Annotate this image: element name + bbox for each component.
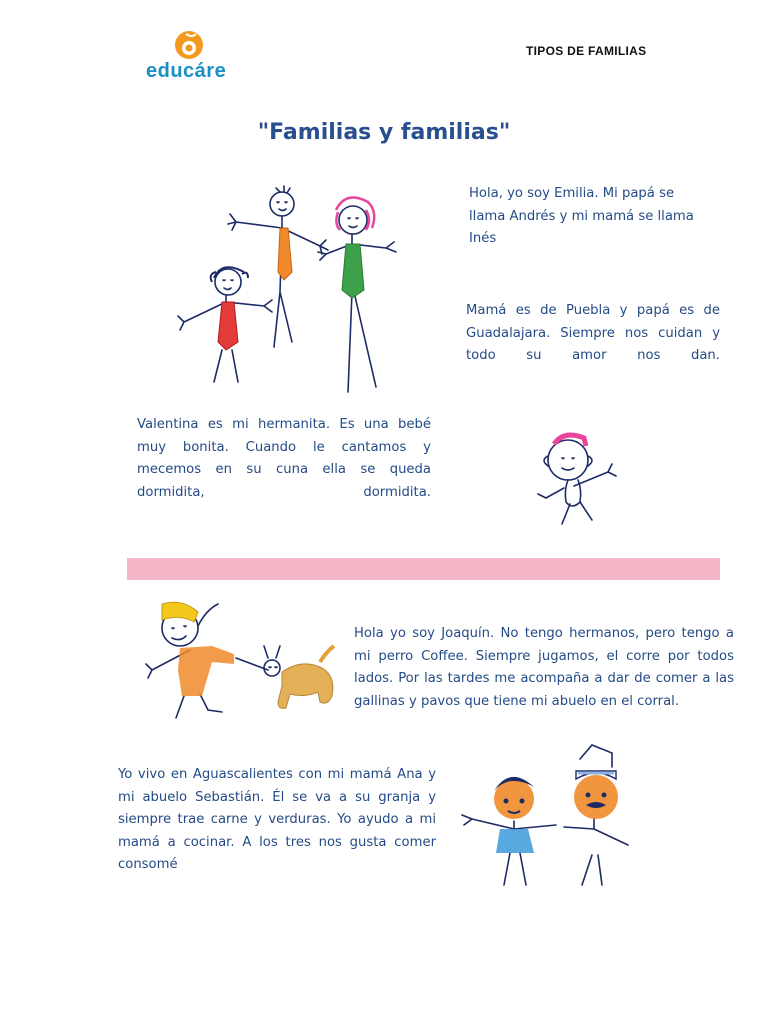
family-drawing (176, 182, 416, 397)
emilia-parents-text: Mamá es de Puebla y papá es de Guadalajara. Siempre nos cuidan y todo su amor nos dan. (466, 303, 720, 363)
header-title: TIPOS DE FAMILIAS (526, 44, 647, 58)
page-title: "Familias y familias" (257, 120, 511, 145)
baby-drawing (528, 420, 623, 530)
emilia-intro-text: Hola, yo soy Emilia. Mi papá se llama Andrés y mi mamá se llama Inés (469, 186, 694, 246)
educare-logo-icon (172, 30, 212, 64)
brand-name: educáre (146, 60, 227, 82)
section-divider (127, 558, 720, 580)
valentina-text: Valentina es mi hermanita. Es una bebé muy bonita. Cuando le cantamos y mecemos en su cuna ella se queda dormidita, dormidita. (137, 417, 431, 500)
educare-logo (146, 30, 236, 84)
joaquin-text: Hola yo soy Joaquín. No tengo hermanos, pero tengo a mi perro Coffee. Siempre jugamos, el corre por todos lados. Por las tardes me acompaña a dar de comer a las gallinas y pavos que tiene mi abuelo en el corral. (354, 626, 734, 709)
boy-with-dog-drawing (142, 600, 342, 725)
boy-and-grandpa-drawing (452, 745, 642, 890)
aguascalientes-text: Yo vivo en Aguascalientes con mi mamá Ana y mi abuelo Sebastián. Él se va a su granja y siempre trae carne y verduras. Yo ayudo a mi mamá a cocinar. A los tres nos gusta comer consomé (118, 767, 436, 872)
